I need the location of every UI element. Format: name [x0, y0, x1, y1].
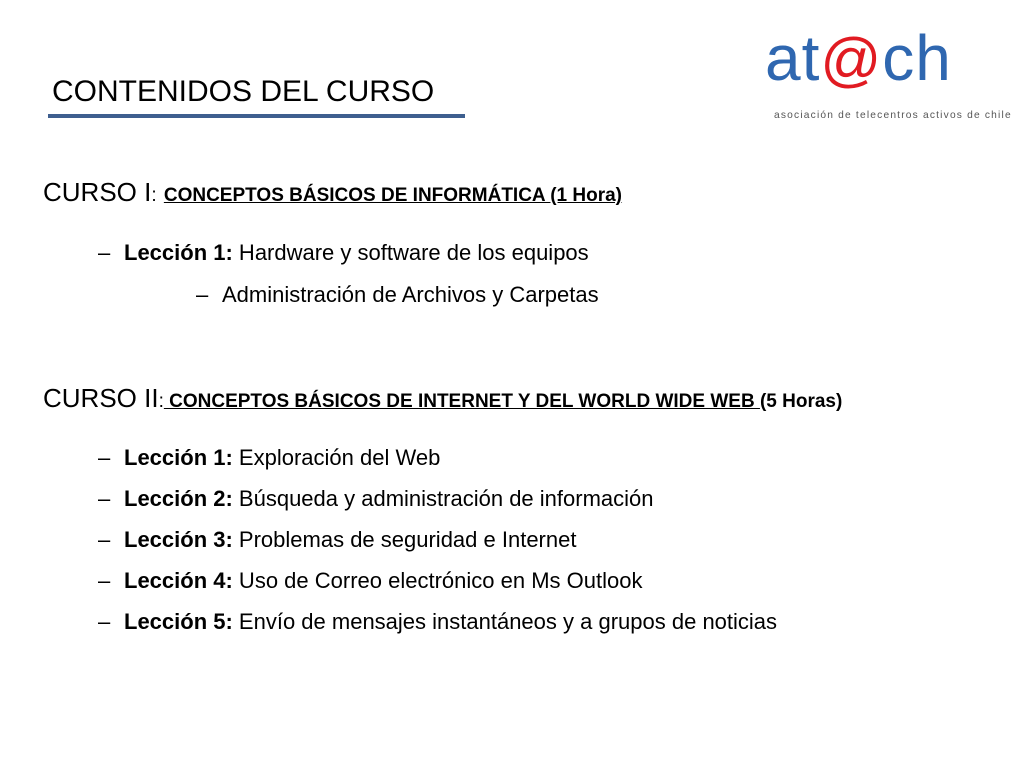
slide-title: CONTENIDOS DEL CURSO [52, 75, 435, 108]
lesson-text: Búsqueda y administración de información [232, 486, 654, 511]
course-2-lesson-5 [98, 608, 777, 636]
logo-at-icon: @ [820, 26, 883, 93]
lesson-label: Lección 5: [124, 609, 233, 634]
lesson-text: Hardware y software de los equipos [232, 240, 589, 265]
bullet-dash: – [196, 282, 209, 307]
bullet-dash: – [98, 486, 111, 511]
bullet-dash: – [98, 527, 111, 552]
course-2-lesson-2 [98, 485, 654, 513]
lesson-text: Uso de Correo electrónico en Ms Outlook [232, 568, 643, 593]
course-1-separator: : [151, 185, 157, 206]
bullet-dash: – [98, 609, 111, 634]
logo-wordmark [765, 18, 952, 100]
course-2-hours: (5 Horas) [759, 391, 843, 412]
bullet-dash: – [98, 445, 111, 470]
course-2-name: CURSO II [43, 383, 159, 413]
lesson-text: Envío de mensajes instantáneos y a grupos de noticias [232, 609, 778, 634]
lesson-text: Problemas de seguridad e Internet [232, 527, 577, 552]
lesson-label: Lección 1: [124, 445, 233, 470]
bullet-dash: – [98, 568, 111, 593]
lesson-text: Administración de Archivos y Carpetas [222, 282, 599, 307]
course-2-separator: : [158, 391, 164, 412]
course-2-topic: CONCEPTOS BÁSICOS DE INTERNET Y DEL WORLD WIDE WEB [163, 391, 760, 412]
course-1-heading [43, 176, 622, 212]
lesson-text: Exploración del Web [232, 445, 441, 470]
course-1-topic: CONCEPTOS BÁSICOS DE INFORMÁTICA (1 Hora) [163, 185, 623, 206]
atech-logo [760, 22, 1012, 130]
title-underline [48, 114, 465, 118]
logo-word-ch: ch [882, 22, 952, 94]
course-2-lesson-1 [98, 444, 440, 472]
course-2-lesson-4 [98, 567, 642, 595]
course-1-name: CURSO I [43, 177, 152, 207]
lesson-label: Lección 3: [124, 527, 233, 552]
logo-word-a: at [765, 22, 821, 94]
lesson-label: Lección 1: [124, 240, 233, 265]
course-2-heading [43, 382, 842, 418]
bullet-dash: – [98, 240, 111, 265]
course-1-lesson-1 [98, 239, 589, 267]
lesson-label: Lección 2: [124, 486, 233, 511]
course-2-lesson-3 [98, 526, 576, 554]
logo-tagline: asociación de telecentros activos de chile [774, 110, 1012, 121]
course-1-lesson-2 [196, 281, 599, 309]
lesson-label: Lección 4: [124, 568, 233, 593]
